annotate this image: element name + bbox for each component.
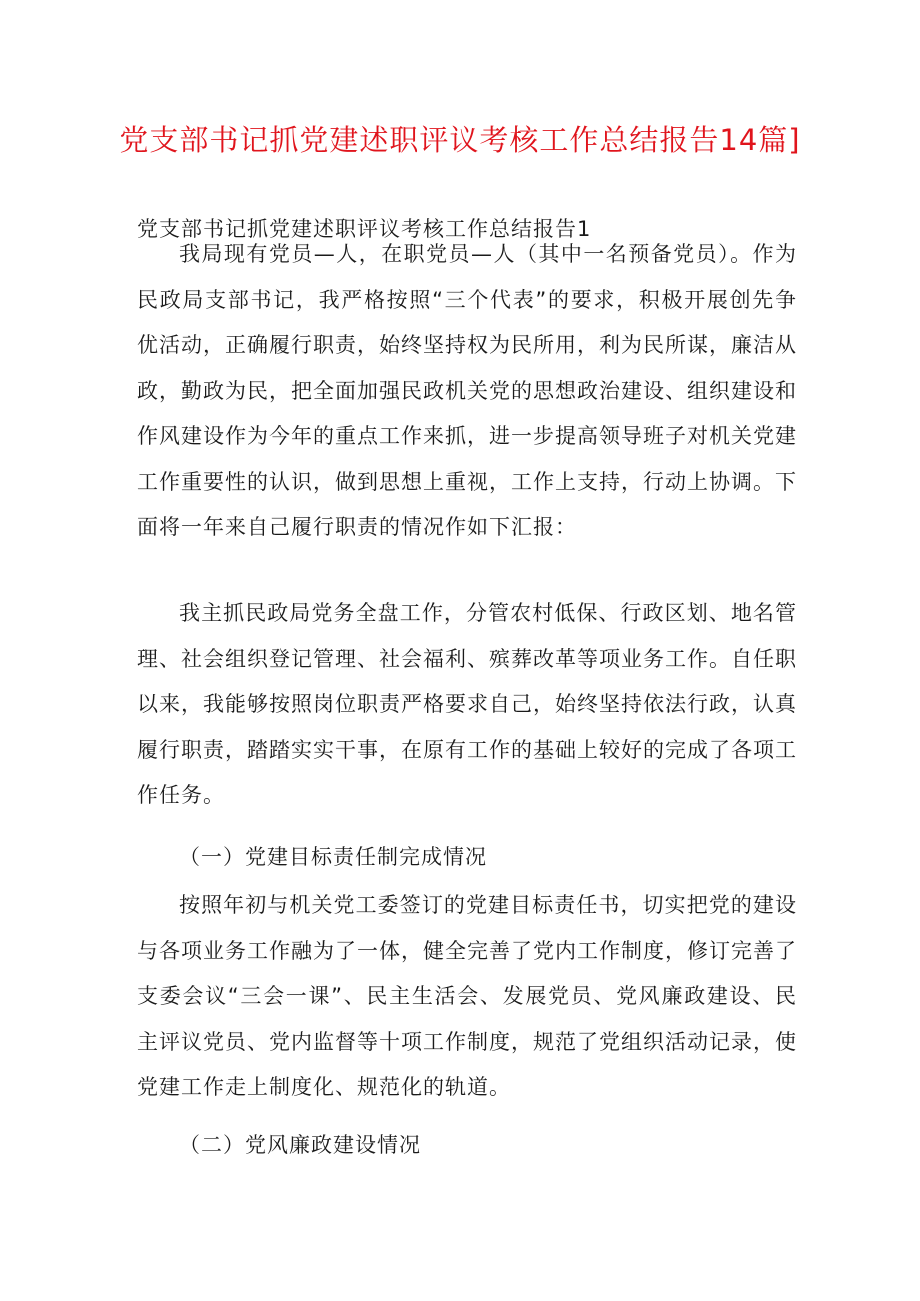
subheading-responsibility: （一）党建目标责任制完成情况	[179, 845, 487, 869]
paragraph-responsibility: 按照年初与机关党工委签订的党建目标责任书，切实把党的建设与各项业务工作融为了一体，健全完善了党内工作制度，修订完善了支委会议“三会一课”、民主生活会、发展党员、党风廉政建设、民主评议党员、党内监督等十项工作制度，规范了党组织活动记录，使党建工作走上制度化、规范化的轨道。	[137, 893, 797, 1099]
section-heading: 党支部书记抓党建述职评议考核工作总结报告1	[137, 217, 592, 241]
paragraph-intro: 我局现有党员—人，在职党员—人（其中一名预备党员）。作为民政局支部书记，我严格按照“三个代表”的要求，积极开展创先争优活动，正确履行职责，始终坚持权为民所用，利为民所谋，廉洁从政，勤政为民，把全面加强民政机关党的思想政治建设、组织建设和作风建设作为今年的重点工作来抓，进一步提高领导班子对机关党建工作重要性的认识，做到思想上重视，工作上支持，行动上协调。下面将一年来自己履行职责的情况作如下汇报：	[137, 242, 797, 539]
paragraph-duties: 我主抓民政局党务全盘工作，分管农村低保、行政区划、地名管理、社会组织登记管理、社会福利、殡葬改革等项业务工作。自任职以来，我能够按照岗位职责严格要求自己，始终坚持依法行政，认真履行职责，踏踏实实干事，在原有工作的基础上较好的完成了各项工作任务。	[137, 601, 797, 807]
subheading-integrity: （二）党风廉政建设情况	[179, 1133, 421, 1157]
document-title: 党支部书记抓党建述职评议考核工作总结报告14篇]	[119, 123, 801, 157]
